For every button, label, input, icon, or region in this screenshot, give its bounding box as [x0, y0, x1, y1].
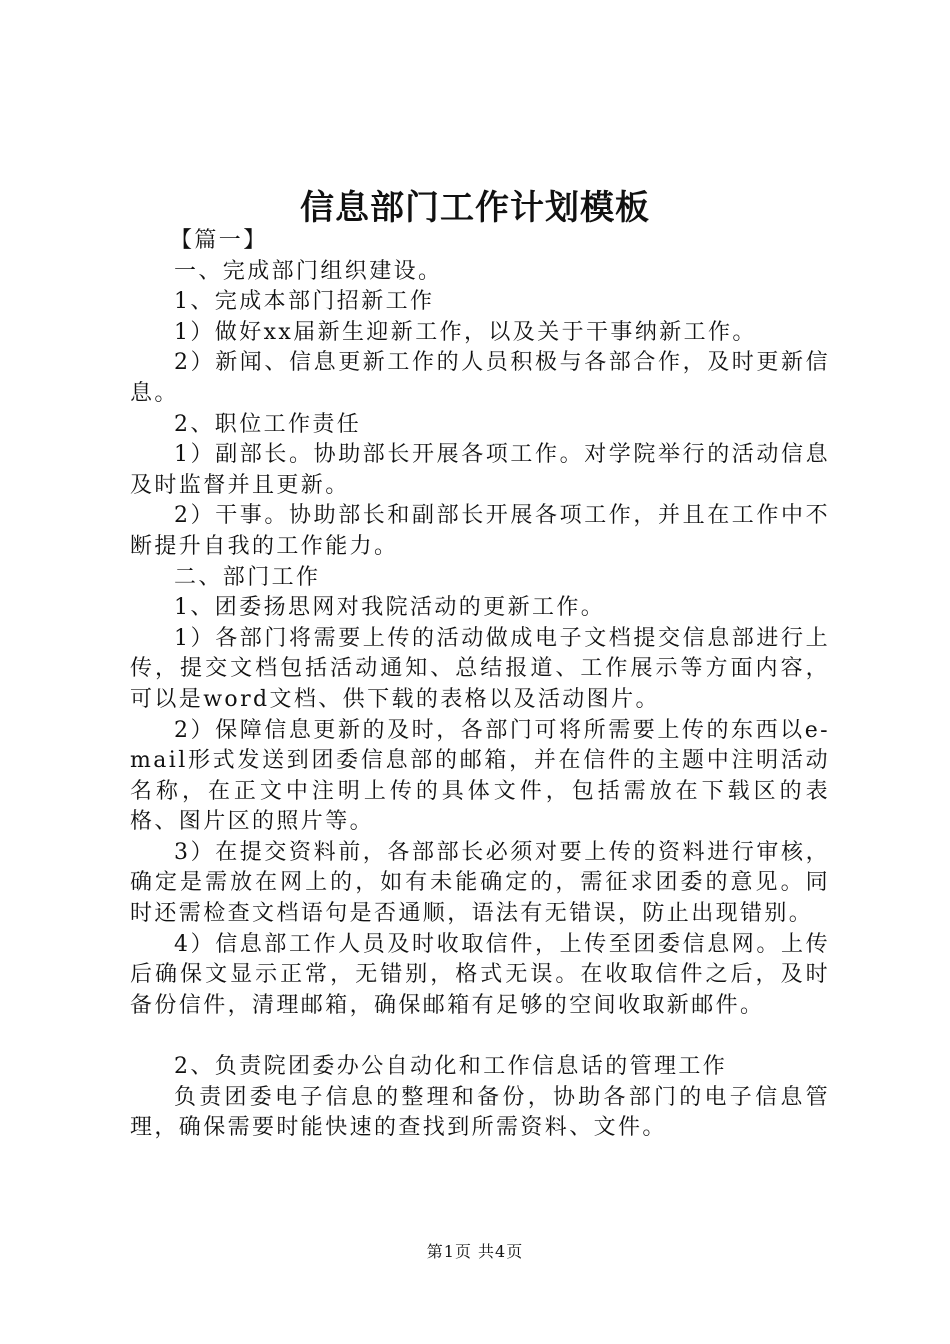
section-tag: 【篇一】 [170, 228, 268, 253]
document-title: 信息部门工作计划模板 [300, 188, 650, 228]
paragraph: 2）保障信息更新的及时，各部门可将所需要上传的东西以e-mail形式发送到团委信息部的邮箱，并在信件的主题中注明活动名称，在正文中注明上传的具体文件，包括需放在下载区的表格、图片区的照片等。 [130, 717, 830, 835]
subheading-2-1: 1、团委扬思网对我院活动的更新工作。 [174, 595, 606, 621]
blank-line [130, 1021, 830, 1052]
paragraph: 2）干事。协助部长和副部长开展各项工作，并且在工作中不断提升自我的工作能力。 [130, 503, 830, 559]
subheading-1-2: 2、职位工作责任 [174, 411, 362, 437]
document-body [130, 226, 830, 1144]
paragraph: 1）各部门将需要上传的活动做成电子文档提交信息部进行上传，提交文档包括活动通知、总结报道、工作展示等方面内容，可以是word文档、供下载的表格以及活动图片。 [130, 625, 830, 712]
paragraph: 4）信息部工作人员及时收取信件，上传至团委信息网。上传后确保文显示正常，无错别，格式无误。在收取信件之后，及时备份信件，清理邮箱，确保邮箱有足够的空间收取新邮件。 [130, 931, 830, 1018]
page-number-footer: 第1页 共4页 [426, 1242, 524, 1261]
subheading-2-2: 2、负责院团委办公自动化和工作信息话的管理工作 [174, 1054, 728, 1080]
heading-2: 二、部门工作 [174, 564, 321, 590]
heading-1: 一、完成部门组织建设。 [174, 258, 443, 284]
subheading-1-1: 1、完成本部门招新工作 [174, 289, 435, 315]
paragraph: 3）在提交资料前，各部部长必须对要上传的资料进行审核，确定是需放在网上的，如有未能确定的，需征求团委的意见。同时还需检查文档语句是否通顺，语法有无错误，防止出现错别。 [130, 839, 830, 927]
paragraph: 1）副部长。协助部长开展各项工作。对学院举行的活动信息及时监督并且更新。 [130, 442, 830, 498]
paragraph: 1）做好xx届新生迎新工作，以及关于干事纳新工作。 [174, 319, 757, 345]
paragraph: 2）新闻、信息更新工作的人员积极与各部合作，及时更新信息。 [130, 350, 830, 406]
paragraph: 负责团委电子信息的整理和备份，协助各部门的电子信息管理，确保需要时能快速的查找到所需资料、文件。 [130, 1084, 830, 1141]
